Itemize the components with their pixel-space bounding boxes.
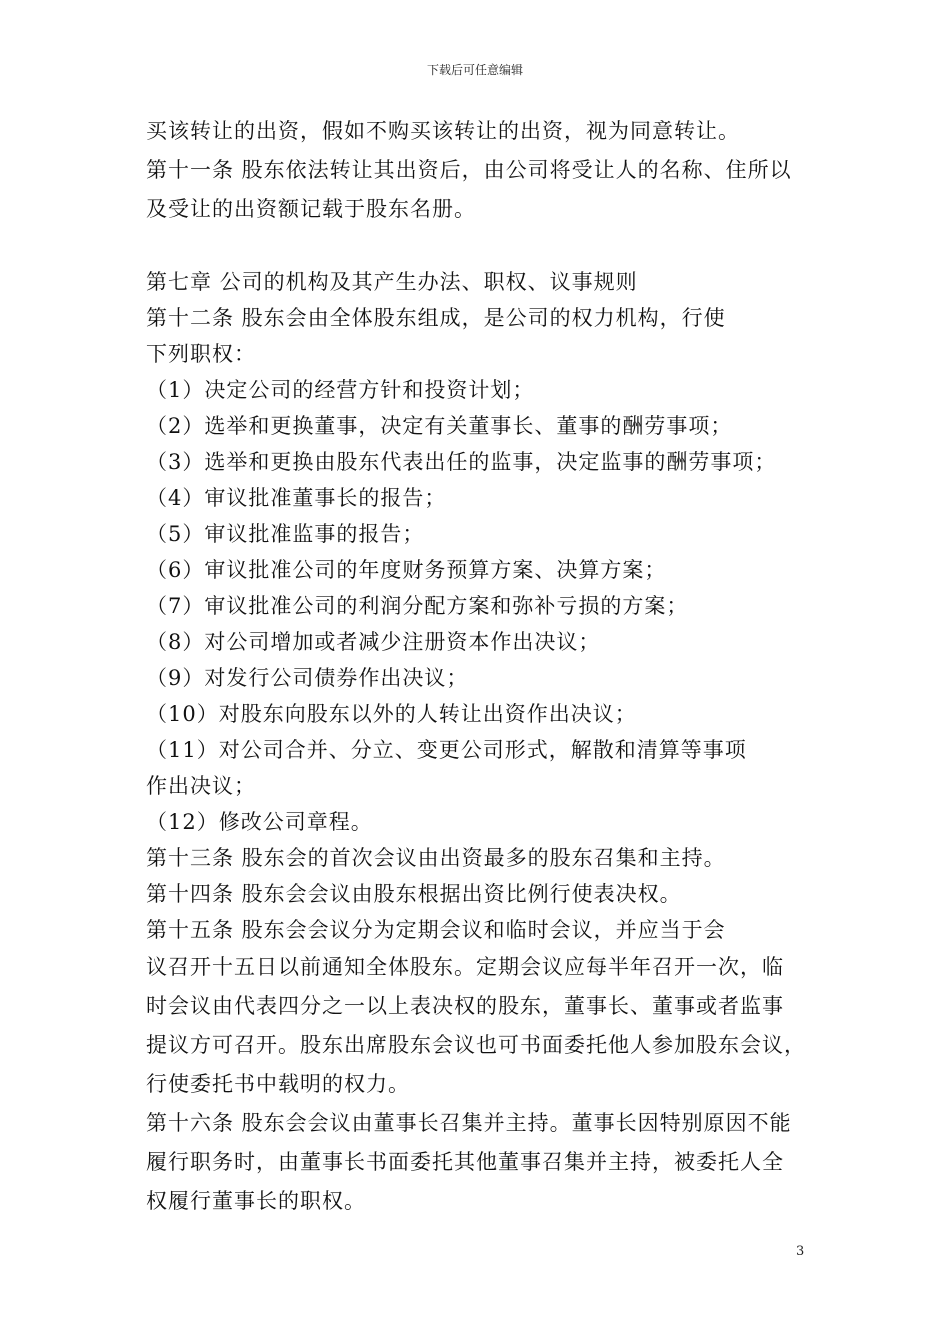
- list-item: （7）审议批准公司的利润分配方案和弥补亏损的方案；: [146, 594, 689, 618]
- list-item: （2）选举和更换董事，决定有关董事长、董事的酬劳事项；: [146, 414, 733, 438]
- list-item: （9）对发行公司债券作出决议；: [146, 666, 469, 690]
- document-body: [146, 112, 826, 1221]
- list-item: （4）审议批准董事长的报告；: [146, 486, 447, 510]
- list-item: （10）对股东向股东以外的人转让出资作出决议；: [146, 702, 637, 726]
- text-line: 议召开十五日以前通知全体股东。定期会议应每半年召开一次，临: [146, 955, 784, 979]
- text-line: 权履行董事长的职权。: [146, 1189, 366, 1213]
- list-item: （8）对公司增加或者减少注册资本作出决议；: [146, 630, 601, 654]
- list-item: （11）对公司合并、分立、变更公司形式，解散和清算等事项: [146, 738, 747, 762]
- text-line: 第十六条 股东会会议由董事长召集并主持。董事长因特别原因不能: [146, 1111, 792, 1135]
- text-line: 及受让的出资额记载于股东名册。: [146, 197, 476, 221]
- text-line: 时会议由代表四分之一以上表决权的股东，董事长、董事或者监事: [146, 994, 784, 1018]
- list-item: （12）修改公司章程。: [146, 810, 373, 834]
- list-item: （6）审议批准公司的年度财务预算方案、决算方案；: [146, 558, 667, 582]
- text-line: 下列职权：: [146, 342, 256, 366]
- text-line: 履行职务时，由董事长书面委托其他董事召集并主持，被委托人全: [146, 1150, 784, 1174]
- list-item: （5）审议批准监事的报告；: [146, 522, 425, 546]
- text-line: 第十二条 股东会由全体股东组成，是公司的权力机构，行使: [146, 306, 726, 330]
- text-line: 第十三条 股东会的首次会议由出资最多的股东召集和主持。: [146, 846, 726, 870]
- text-line: 作出决议；: [146, 774, 256, 798]
- list-item: （3）选举和更换由股东代表出任的监事，决定监事的酬劳事项；: [146, 450, 777, 474]
- text-line: 提议方可召开。股东出席股东会议也可书面委托他人参加股东会议，: [146, 1033, 806, 1057]
- text-line: 第十四条 股东会会议由股东根据出资比例行使表决权。: [146, 882, 682, 906]
- text-line: 第十五条 股东会会议分为定期会议和临时会议，并应当于会: [146, 918, 726, 942]
- text-line: 第十一条 股东依法转让其出资后，由公司将受让人的名称、住所以: [146, 158, 792, 182]
- paragraph-spacer: [146, 229, 826, 264]
- page-header: 下载后可任意编辑: [426, 63, 523, 77]
- page-number: 3: [796, 1244, 805, 1259]
- list-item: （1）决定公司的经营方针和投资计划；: [146, 378, 535, 402]
- chapter-heading: 第七章 公司的机构及其产生办法、职权、议事规则: [146, 270, 638, 294]
- text-line: 买该转让的出资，假如不购买该转让的出资，视为同意转让。: [146, 119, 740, 143]
- text-line: 行使委托书中载明的权力。: [146, 1072, 410, 1096]
